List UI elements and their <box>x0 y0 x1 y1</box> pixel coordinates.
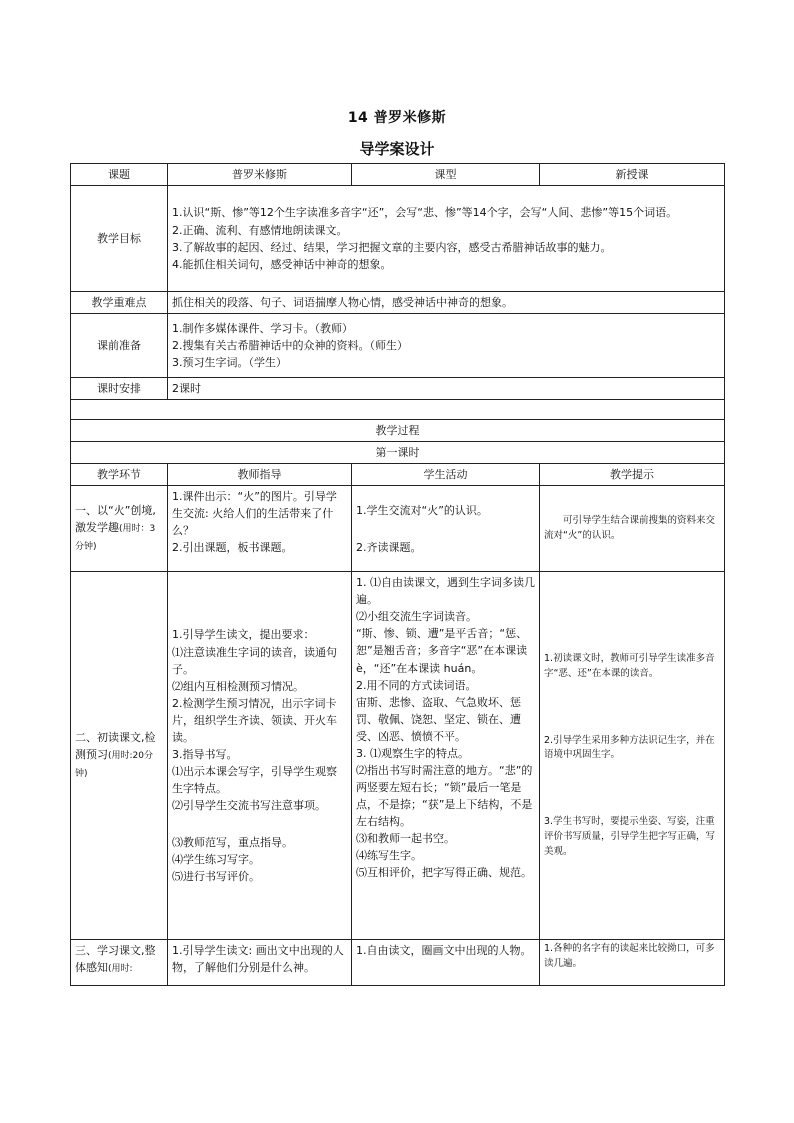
goal-item: 4.能抓住相关词句，感受神话中神奇的想象。 <box>172 257 392 271</box>
process-title-row <box>71 420 725 442</box>
lesson-title-row <box>71 442 725 464</box>
teacher-cell: 1.引导学生读文: 画出文中出现的人物，了解他们分别是什么神。 <box>168 940 352 986</box>
stage-time: (用时:20分钟) <box>75 751 153 780</box>
teacher-cell <box>168 572 352 940</box>
teacher-item: 1.引导学生读文，提出要求： <box>172 628 315 642</box>
teacher-item: ⑷学生练习写字。 <box>172 853 260 867</box>
stage-cell <box>71 572 168 940</box>
student-cell <box>352 572 540 940</box>
tip-item: 可引导学生结合课前搜集的资料来交流对“火”的认识。 <box>544 515 716 541</box>
stage-cell <box>71 940 168 986</box>
student-item: 宙斯、悲惨、盗取、气急败坏、惩罚、敬佩、饶恕、坚定、锁在、遭受、凶恶、愤愤不平。 <box>356 695 521 743</box>
student-cell <box>352 486 540 572</box>
info-row-prep <box>71 314 725 378</box>
goals-label: 教学目标 <box>71 186 168 292</box>
tip-cell: 1.各种的名字有的读起来比较拗口，可多读几遍。 <box>540 940 725 986</box>
info-row-course <box>71 164 725 186</box>
page-title: 14 普罗米修斯 <box>347 110 447 126</box>
teacher-item: 2.引出课题，板书课题。 <box>172 541 293 555</box>
process-row-3 <box>71 940 725 986</box>
teacher-item: ⑸进行书写评价。 <box>172 870 260 884</box>
course-value: 普罗米修斯 <box>168 164 352 186</box>
prep-cell <box>168 314 725 378</box>
key-label: 教学重难点 <box>71 292 168 314</box>
stage-name: 一、以“火”创境,激发学趣 <box>75 504 156 535</box>
student-item: ⑵指出书写时需注意的地方。“悲”的两竖要左短右长；“锁”最后一笔是点，不是捺；“获”是上下结构，不是左右结构。 <box>356 763 533 828</box>
stage-cell <box>71 486 168 572</box>
student-item: ⑸互相评价，把字写得正确、规范。 <box>356 866 532 880</box>
student-item: ⑵小组交流生字词读音。 <box>356 610 477 624</box>
header-tip: 教学提示 <box>540 464 725 486</box>
teacher-item: ⑶教师范写，重点指导。 <box>172 835 293 849</box>
time-label: 课时安排 <box>71 378 168 400</box>
process-header-row <box>71 464 725 486</box>
teacher-item: 3.指导书写。 <box>172 747 238 761</box>
stage-time: (用时: <box>108 964 133 975</box>
header-student: 学生活动 <box>352 464 540 486</box>
teacher-item: ⑴出示本课会写字，引导学生观察生字特点。 <box>172 764 337 795</box>
teacher-cell <box>168 486 352 572</box>
page-subtitle: 导学案设计 <box>359 140 435 158</box>
teacher-item: 1.课件出示：“火”的图片。引导学生交流: 火给人们的生活带来了什么？ <box>172 490 337 538</box>
header-teacher: 教师指导 <box>168 464 352 486</box>
info-row-time <box>71 378 725 400</box>
stage-name: 二、初读课文,检测预习 <box>75 731 156 762</box>
tip-cell <box>540 572 725 940</box>
student-item: “斯、惨、锁、遭”是平舌音；“惩、恕”是翘舌音；多音字“恶”在本课读 è，“还”在本课读 huán。 <box>356 627 528 675</box>
info-row-key <box>71 292 725 314</box>
lesson-plan-table <box>70 163 725 986</box>
student-item: ⑷练写生字。 <box>356 849 422 863</box>
type-value: 新授课 <box>540 164 725 186</box>
student-item: 1.学生交流对“火”的认识。 <box>356 503 488 517</box>
student-item: ⑶和教师一起书空。 <box>356 831 455 845</box>
type-label: 课型 <box>352 164 540 186</box>
spacer-cell <box>71 400 725 420</box>
goal-item: 1.认识“斯、惨”等12个生字读准多音字“还”，会写“悲、惨”等14个字，会写“人间、悲惨”等15个词语。 <box>172 206 678 220</box>
course-label: 课题 <box>71 164 168 186</box>
tip-cell <box>540 486 725 572</box>
tip-item: 2.引导学生采用多种方法识记生字，并在语境中巩固生字。 <box>544 734 715 761</box>
prep-item: 3.预习生字词。（学生） <box>172 356 287 370</box>
tip-item: 3.学生书写时，要提示坐姿、写姿，注重评价书写质量，引导学生把字写正确，写美观。 <box>544 816 716 857</box>
process-row-1 <box>71 486 725 572</box>
stage-time: (用时：3分钟) <box>75 524 156 553</box>
process-title: 教学过程 <box>71 420 725 442</box>
header-stage: 教学环节 <box>71 464 168 486</box>
prep-label: 课前准备 <box>71 314 168 378</box>
student-item: 2.用不同的方式读词语。 <box>356 678 477 692</box>
prep-item: 2.搜集有关古希腊神话中的众神的资料。（师生） <box>172 339 408 353</box>
lesson-title: 第一课时 <box>71 442 725 464</box>
key-value: 抓住相关的段落、句子、词语揣摩人物心情，感受神话中神奇的想象。 <box>168 292 725 314</box>
time-value: 2课时 <box>168 378 725 400</box>
spacer-row <box>71 400 725 420</box>
stage-name: 三、学习课文,整体感知 <box>75 944 156 975</box>
process-row-2 <box>71 572 725 940</box>
student-item: 1. ⑴自由读课文，遇到生字词多读几遍。 <box>356 576 535 607</box>
info-row-goals <box>71 186 725 292</box>
teacher-item: ⑴注意读准生字词的读音，读通句子。 <box>172 645 337 676</box>
goal-item: 3.了解故事的起因、经过、结果，学习把握文章的主要内容，感受古希腊神话故事的魅力。 <box>172 240 612 254</box>
goals-cell <box>168 186 725 292</box>
teacher-item: ⑵引导学生交流书写注意事项。 <box>172 798 326 812</box>
prep-item: 1.制作多媒体课件、学习卡。（教师） <box>172 322 353 336</box>
student-item: 3. ⑴观察生字的特点。 <box>356 746 469 760</box>
student-item: 2.齐读课题。 <box>356 540 422 554</box>
student-cell: 1.自由读文，圈画文中出现的人物。 <box>352 940 540 986</box>
tip-item: 1.初读课文时，教师可引导学生读准多音字“恶、还”在本课的读音。 <box>544 653 715 679</box>
goal-item: 2.正确、流利、有感情地朗读课文。 <box>172 223 348 237</box>
teacher-item: ⑵组内互相检测预习情况。 <box>172 679 304 693</box>
teacher-item: 2.检测学生预习情况，出示字词卡片，组织学生齐读、领读、开火车读。 <box>172 696 337 744</box>
